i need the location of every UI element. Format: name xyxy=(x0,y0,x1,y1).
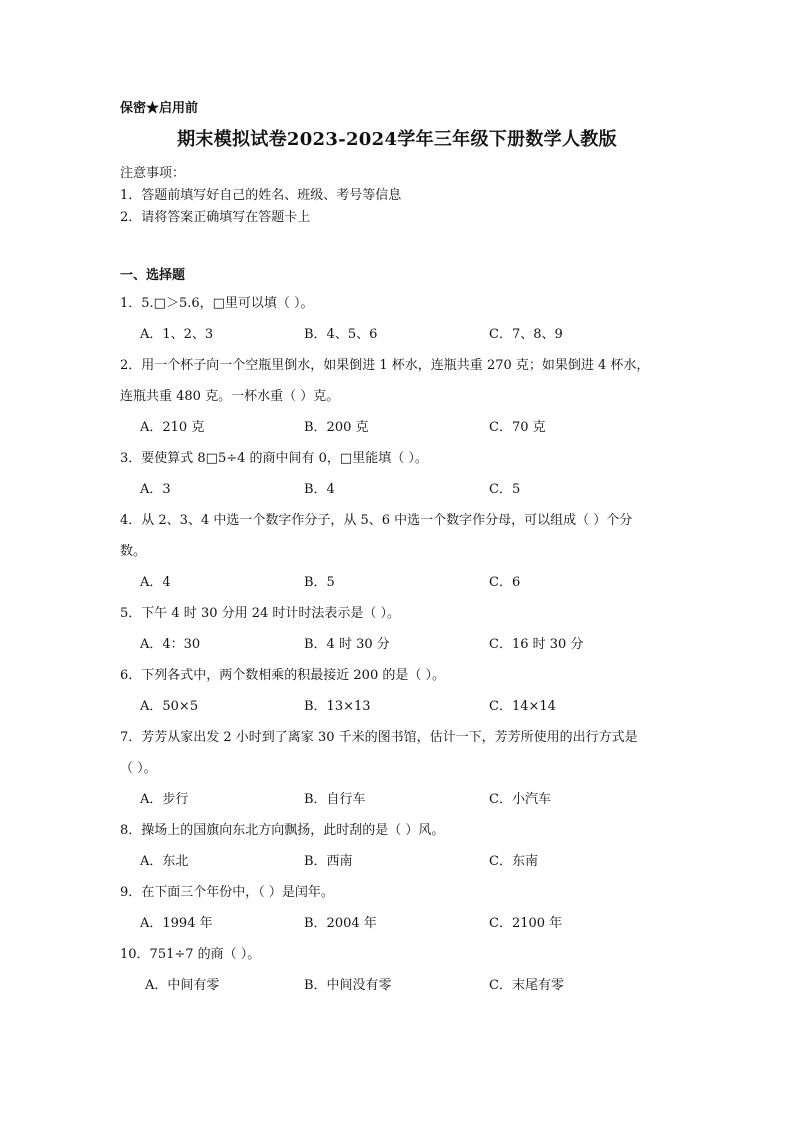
question-8 xyxy=(120,815,680,877)
option-a[interactable]: A．210 克 xyxy=(140,420,205,435)
notes-item: 1．答题前填写好自己的姓名、班级、考号等信息 xyxy=(120,188,402,203)
option-row xyxy=(120,970,680,1001)
option-a[interactable]: A．东北 xyxy=(140,854,189,869)
option-b[interactable]: B．4 时 30 分 xyxy=(304,637,390,652)
question-5 xyxy=(120,598,680,660)
option-c[interactable]: C．东南 xyxy=(489,854,538,869)
secret-label: 保密★启用前 xyxy=(120,101,199,116)
option-a[interactable]: A．4 xyxy=(140,575,171,590)
question-3 xyxy=(120,443,680,505)
question-stem-cont: 连瓶共重 480 克。一杯水重（ ）克。 xyxy=(120,389,340,404)
option-b[interactable]: B．200 克 xyxy=(304,420,369,435)
option-row xyxy=(120,908,680,939)
question-9 xyxy=(120,877,680,939)
option-a[interactable]: A．4：30 xyxy=(140,637,201,652)
question-stem-cont: （ ）。 xyxy=(120,761,157,776)
option-row xyxy=(120,691,680,722)
question-stem: 3．要使算式 8□5÷4 的商中间有 0，□里能填（ ）。 xyxy=(120,451,428,466)
option-a[interactable]: A．中间有零 xyxy=(145,978,220,993)
option-a[interactable]: A．50×5 xyxy=(140,699,199,714)
notes-item: 2．请将答案正确填写在答题卡上 xyxy=(120,210,311,225)
option-b[interactable]: B．4 xyxy=(304,482,335,497)
option-b[interactable]: B．4、5、6 xyxy=(304,327,378,342)
option-a[interactable]: A．3 xyxy=(140,482,171,497)
question-10 xyxy=(120,939,680,1001)
option-c[interactable]: C．小汽车 xyxy=(489,792,551,807)
question-stem: 5．下午 4 时 30 分用 24 时计时法表示是（ ）。 xyxy=(120,606,401,621)
question-stem: 10．751÷7 的商（ ）。 xyxy=(120,947,261,962)
question-stem: 2．用一个杯子向一个空瓶里倒水，如果倒进 1 杯水，连瓶共重 270 克；如果倒进 4 杯水， xyxy=(120,358,650,373)
option-row xyxy=(120,474,680,505)
option-b[interactable]: B．西南 xyxy=(304,854,353,869)
option-b[interactable]: B．13×13 xyxy=(304,699,371,714)
option-c[interactable]: C．7、8、9 xyxy=(489,327,563,342)
option-c[interactable]: C．16 时 30 分 xyxy=(489,637,584,652)
option-c[interactable]: C．2100 年 xyxy=(489,916,563,931)
option-row xyxy=(120,412,680,443)
question-stem: 9．在下面三个年份中，（ ）是闰年。 xyxy=(120,885,334,900)
option-c[interactable]: C．70 克 xyxy=(489,420,546,435)
question-stem-cont: 数。 xyxy=(120,544,147,559)
option-b[interactable]: B．5 xyxy=(304,575,335,590)
option-c[interactable]: C．末尾有零 xyxy=(489,978,564,993)
question-1 xyxy=(120,288,680,350)
notes-heading: 注意事项： xyxy=(120,166,186,181)
option-c[interactable]: C．14×14 xyxy=(489,699,556,714)
section-title: 一、选择题 xyxy=(120,268,186,283)
option-b[interactable]: B．中间没有零 xyxy=(304,978,392,993)
option-c[interactable]: C．5 xyxy=(489,482,521,497)
exam-title: 期末模拟试卷2023-2024学年三年级下册数学人教版 xyxy=(177,129,617,150)
question-7 xyxy=(120,722,680,815)
option-row xyxy=(120,319,680,350)
question-stem: 8．操场上的国旗向东北方向飘扬，此时刮的是（ ）风。 xyxy=(120,823,445,838)
option-c[interactable]: C．6 xyxy=(489,575,521,590)
option-row xyxy=(120,846,680,877)
option-a[interactable]: A．1、2、3 xyxy=(140,327,214,342)
question-stem: 1．5.□＞5.6，□里可以填（ ）。 xyxy=(120,296,314,311)
question-stem: 6．下列各式中，两个数相乘的积最接近 200 的是（ ）。 xyxy=(120,668,445,683)
question-stem: 4．从 2、3、4 中选一个数字作分子，从 5、6 中选一个数字作分母，可以组成（ ）个分 xyxy=(120,513,633,528)
option-b[interactable]: B．自行车 xyxy=(304,792,366,807)
question-stem: 7．芳芳从家出发 2 小时到了离家 30 千米的图书馆，估计一下，芳芳所使用的出行方式是 xyxy=(120,730,638,745)
option-a[interactable]: A．步行 xyxy=(140,792,189,807)
notes-block xyxy=(120,163,401,229)
option-a[interactable]: A．1994 年 xyxy=(140,916,213,931)
question-2 xyxy=(120,350,680,443)
question-4 xyxy=(120,505,680,598)
option-row xyxy=(120,629,680,660)
option-row xyxy=(120,567,680,598)
question-list xyxy=(120,288,680,1001)
option-b[interactable]: B．2004 年 xyxy=(304,916,377,931)
option-row xyxy=(120,784,680,815)
question-6 xyxy=(120,660,680,722)
